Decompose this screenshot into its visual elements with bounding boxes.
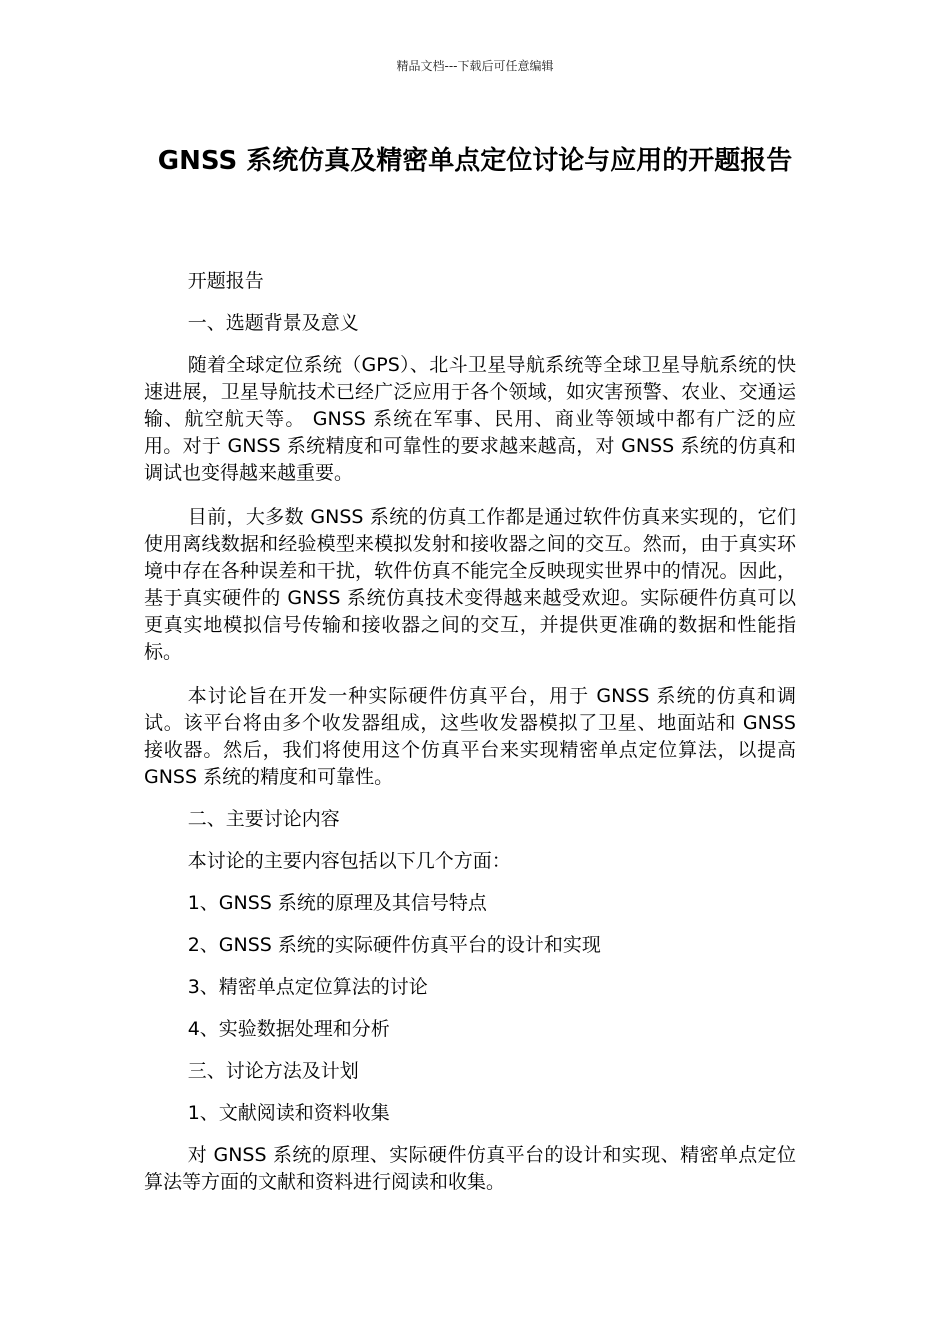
paragraph-content-intro: 本讨论的主要内容包括以下几个方面： bbox=[187, 850, 511, 872]
document-body bbox=[144, 268, 796, 1196]
list-item-content-4: 4、实验数据处理和分析 bbox=[187, 1018, 390, 1040]
section-heading-methods: 三、讨论方法及计划 bbox=[187, 1060, 359, 1082]
paragraph-background-1: 随着全球定位系统（GPS）、北斗卫星导航系统等全球卫星导航系统的快速进展，卫星导航技术已经广泛应用于各个领域，如灾害预警、农业、交通运输、航空航天等。 GNSS 系统在军事、民用、商业等领域中都有广泛的应用。对于 GNSS 系统精度和可靠性的要求越来越高，对 GNSS 系统的仿真和调试也变得越来越重要。 bbox=[144, 354, 796, 484]
list-item-content-2: 2、GNSS 系统的实际硬件仿真平台的设计和实现 bbox=[187, 934, 601, 956]
paragraph-report-label: 开题报告 bbox=[187, 270, 264, 292]
page-header-note: 精品文档---下载后可任意编辑 bbox=[396, 59, 554, 73]
section-heading-background: 一、选题背景及意义 bbox=[187, 312, 359, 334]
list-item-content-3: 3、精密单点定位算法的讨论 bbox=[187, 976, 428, 998]
paragraph-background-2: 目前，大多数 GNSS 系统的仿真工作都是通过软件仿真来实现的，它们使用离线数据和经验模型来模拟发射和接收器之间的交互。然而，由于真实环境中存在各种误差和干扰，软件仿真不能完全反映现实世界中的情况。因此，基于真实硬件的 GNSS 系统仿真技术变得越来越受欢迎。实际硬件仿真可以更真实地模拟信号传输和接收器之间的交互，并提供更准确的数据和性能指标。 bbox=[144, 506, 796, 663]
paragraph-method-1-detail: 对 GNSS 系统的原理、实际硬件仿真平台的设计和实现、精密单点定位算法等方面的文献和资料进行阅读和收集。 bbox=[144, 1144, 796, 1193]
list-item-content-1: 1、GNSS 系统的原理及其信号特点 bbox=[187, 892, 487, 914]
section-heading-content: 二、主要讨论内容 bbox=[187, 808, 340, 830]
document-title: GNSS 系统仿真及精密单点定位讨论与应用的开题报告 bbox=[157, 146, 793, 176]
list-item-method-1: 1、文献阅读和资料收集 bbox=[187, 1102, 390, 1124]
paragraph-background-3: 本讨论旨在开发一种实际硬件仿真平台，用于 GNSS 系统的仿真和调试。该平台将由多个收发器组成，这些收发器模拟了卫星、地面站和 GNSS 接收器。然后，我们将使用这个仿真平台来实现精密单点定位算法，以提高 GNSS 系统的精度和可靠性。 bbox=[144, 685, 796, 788]
